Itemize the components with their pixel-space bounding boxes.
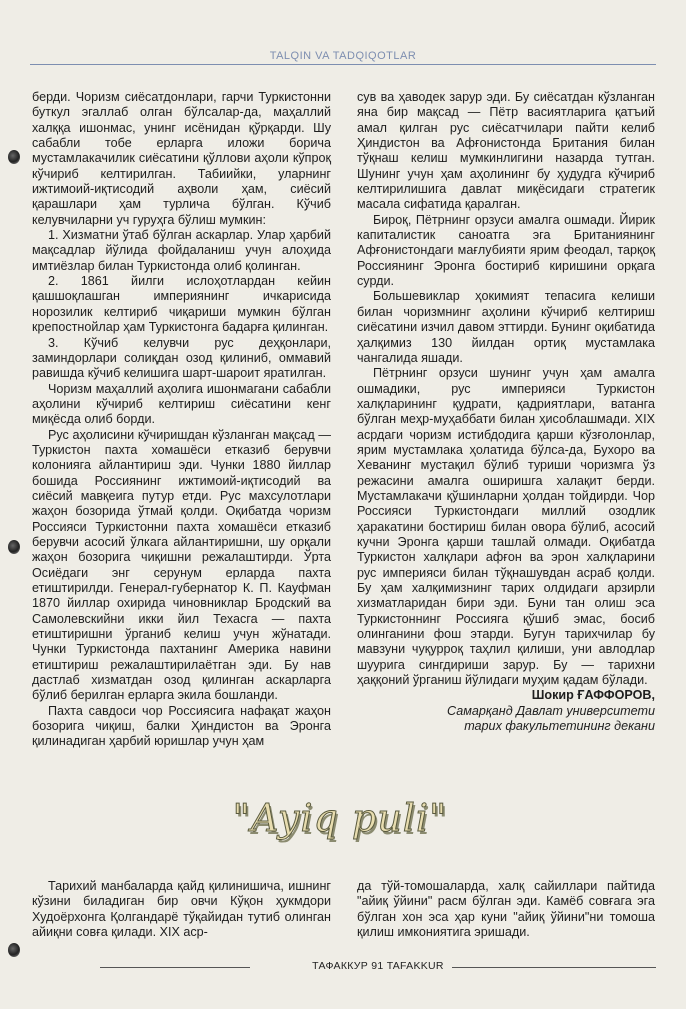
running-header — [30, 48, 656, 66]
author-name: Шокир ҒАФФОРОВ, — [531, 688, 655, 703]
paragraph: Большевиклар ҳокимият тепасига келиши билан чоризмнинг аҳолини кўчириб келтириш сиёсатини изчил давом эттирди. Бунинг оқибатида ҳалқимиз 130 йилдан ортиқ мустамлака чангалида яшади. — [357, 289, 655, 365]
page-footer — [100, 960, 656, 974]
paragraph: Пахта савдоси чор Россиясига нафақат жаҳон бозорига чиқиш, балки Ҳиндистон ва Эронга қилинадиган ҳарбий юришлар учун ҳам — [32, 703, 331, 749]
paragraph: Чоризм маҳаллий аҳолига ишонмагани сабабли аҳолини кўчириб келтириш сиёсатини кенг миқёсда олиб борди. — [32, 381, 331, 427]
paragraph: 2. 1861 йилги ислоҳотлардан кейин қашшоқлашган империянинг ичкарисида норозилик келтириб чиқариши мумкин бўлган крепостнойлар ҳам Туркистонга бадарға қилинган. — [32, 274, 331, 335]
paragraph: Рус аҳолисини кўчиришдан кўзланган мақсад — Туркистон пахта хомашёси етказиб берувчи колонияга айлантириш эди. Чунки 1880 йиллар бошида Россиянинг ижтимоий-иқтисодий ва сиёсий мавқеига путур етди. Рус махсулотлари жаҳон бозорида ўтмай қолди. Оқибатда чоризм Россияси Туркистонни пахта хомашёси етказиб берувчи асосий ўлкага айлантиришни, шу орқали жаҳон бозорига чиқишни режалаштирди. Ўрта Осиёдаги энг серунум ерларда пахта етиштирилди. Генерал-губернатор К. П. Кауфман 1870 йиллар охирида чиновниклар Бродский ва Самолевскийни икки йил Техасга — пахта етиштиришни ўрганиб келиш учун жўнатади. Чунки Туркистонда пахтанинг Америка навини етиштириш режалаштирилаётган эди. Бу нав дастлаб хизматдан озод қилинган аскарларга бўлиб берилган ерларга экила бошланди. — [32, 427, 331, 703]
binder-hole — [8, 943, 20, 957]
paragraph: Пётрнинг орзуси шунинг учун ҳам амалга ошмадики, рус империяси Туркистон халқларининг қудрати, қадриятлари, ватанга бўлган меҳр-муҳаббати билан ҳисоблашмади. XIX асрдаги чоризм истибдодига қарши кўзғолонлар, ярим мустамлака ҳолатида бўлса-да, Бухоро ва Хеванинг мустақил бўлиб туриши чоризмга ўз режасини амалга оширишга халақит берди. Мустамлакачи қўшинларни ҳолдан тойдирди. Чор Россияси Туркистондаги миллий озодлик ҳаракатини бостириш билан овора бўлиб, асосий кучни Эронга қарши ташлай олмади. Оқибатда Туркистон халқлари афғон ва эрон халқларини рус империяси билан тўқнашувдан асраб қолди. Бу ҳам халқимизнинг тарих олдидаги арзирли хизматларидан бири эди. Буни тан олиш эса Туркистоннинг Россияга қўшиб эмас, босиб олинганини фош этарди. Бугун тарихчилар бу мавзуни чуқурроқ таҳлил қилиши, уни авлодлар шуурига сингдириши зарур. Бу — тарихни ҳаққоний ўрганиш йўлидаги муҳим қадам бўлади. — [357, 366, 655, 688]
header-rule — [30, 64, 656, 65]
paragraph: Бироқ, Пётрнинг орзуси амалга ошмади. Йирик капиталистик саноатга эга Британиянинг Афғонистондаги мағлубияти ярим феодал, тарқоқ Россиянинг Эронга бостириб киришини орқага сурди. — [357, 212, 655, 289]
paragraph: берди. Чоризм сиёсатдонлари, гарчи Туркистонни буткул эгаллаб олган бўлсалар-да, маҳаллий халққа ишонмас, унинг исёнидан қўрқарди. Шу сабабли тобе ерларга иложи борича мустамлакачилик сиёсатини қўллови аҳоли кўпроқ кўчириб келтирилган. Табиийки, уларнинг ижтимоий-иқтисодий аҳволи ҳам, сиёсий қарашлари ҳам турлича бўлган. Кўчиб келувчиларни уч гуруҳга бўлиш мумкин: — [32, 90, 331, 227]
author-affiliation-line2: тарих факультетининг декани — [464, 719, 655, 734]
second-article-left-column — [32, 879, 331, 940]
binder-hole — [8, 540, 20, 554]
article-left-column — [32, 90, 331, 750]
paragraph: 3. Кўчиб келувчи рус деҳқонлари, заминдорлари солиқдан озод қилиниб, оммавий равишда кўчиб келишига шарт-шароит яратилган. — [32, 335, 331, 381]
paragraph: да тўй-томошаларда, халқ сайиллари пайтида "айиқ ўйини" расм бўлган эди. Камёб совғага эга бўлган хон эса ҳар куни "айиқ ўйини"ни томоша қилиш имкониятига эришади. — [357, 879, 655, 940]
author-affiliation-line1: Самарқанд Давлат университети — [446, 703, 655, 718]
page-number-label: ТАФАККУР 91 TAFAKKUR — [304, 960, 452, 972]
author-affiliation — [357, 704, 655, 735]
paragraph: сув ва ҳаводек зарур эди. Бу сиёсатдан кўзланган яна бир мақсад — Пётр васиятларига қатъий амал қилган рус сиёсатчилари пайти келиб Ҳиндистон ва Афғонистонда Британия билан тўқнаш келиш мумкинлигини назарда тутган. Шунинг учун ҳам аҳолининг бу ҳудудга кўчириб келтирилишига давлат миқёсидаги стратегик масала сифатида қаралган. — [357, 90, 655, 212]
article-title-banner: "Ayiq puli" — [232, 796, 448, 840]
second-article-right-column — [357, 879, 655, 940]
header-title: TALQIN VA TADQIQOTLAR — [269, 50, 417, 62]
binder-hole — [8, 150, 20, 164]
footer-text — [100, 960, 656, 972]
article-right-column — [357, 90, 655, 735]
paragraph: Тарихий манбаларда қайд қилинишича, ишнинг кўзини биладиган бир овчи Кўқон ҳукмдори Худоёрхонга Қолгандарё тўқайидан тутиб олинган айиқни совға қилади. XIX аср- — [32, 879, 331, 940]
paragraph: 1. Хизматни ўтаб бўлган аскарлар. Улар ҳарбий мақсадлар йўлида фойдаланиш учун алоҳида имтиёзлар билан Туркистонда олиб қолинган. — [32, 228, 331, 273]
